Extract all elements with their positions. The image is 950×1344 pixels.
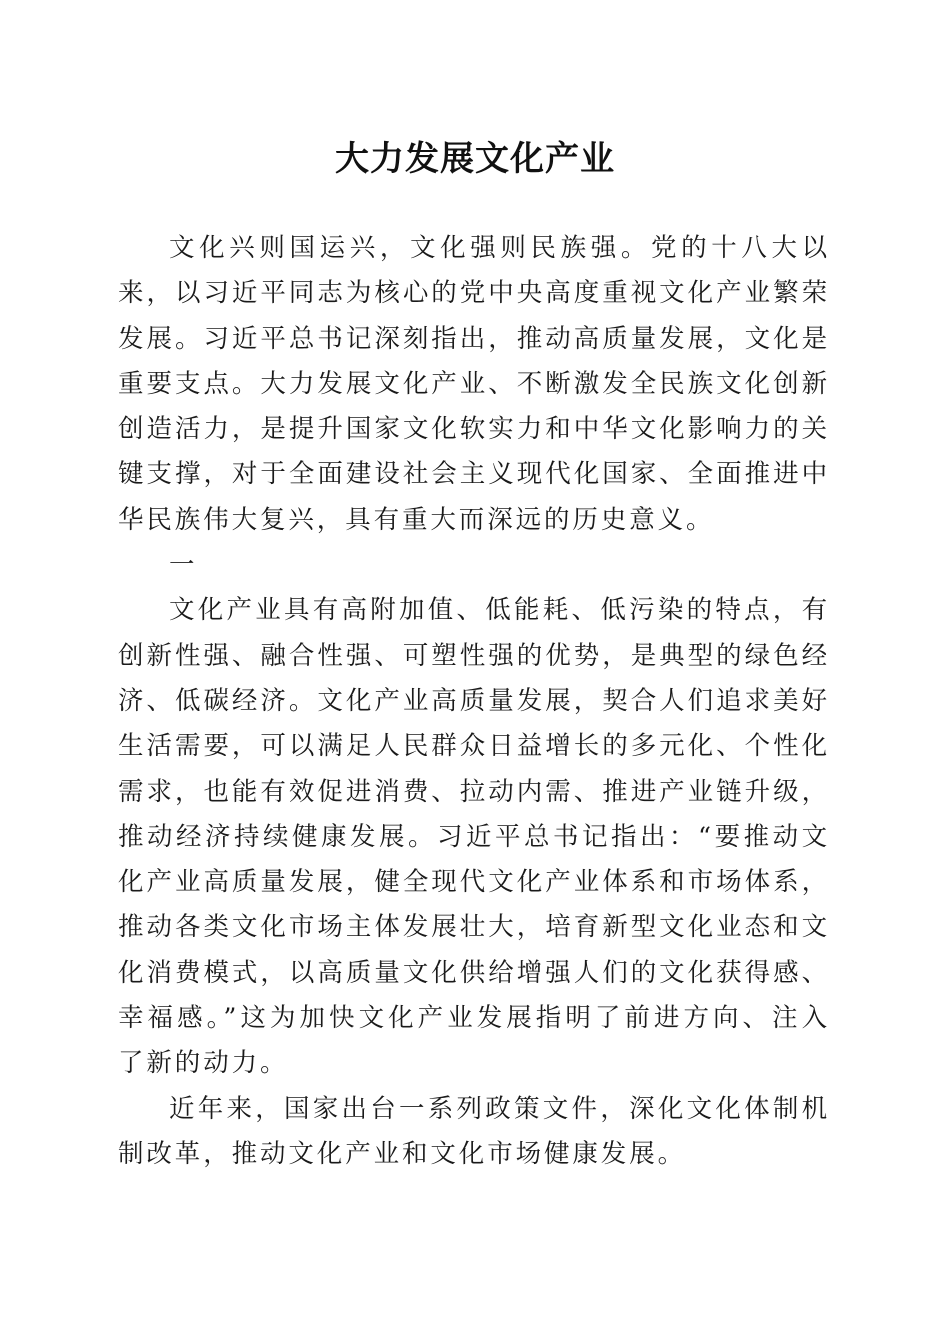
section-number: 一 [169,550,195,581]
paragraph-recent-years: 近年来，国家出台一系列政策文件，深化文化体制机制改革，推动文化产业和文化市场健康发展。 [118,1093,830,1169]
document-body [118,226,830,1177]
paragraph-culture-industry: 文化产业具有高附加值、低能耗、低污染的特点，有创新性强、融合性强、可塑性强的优势，是典型的绿色经济、低碳经济。文化产业高质量发展，契合人们追求美好生活需要，可以满足人民群众日益增长的多元化、个性化需求，也能有效促进消费、拉动内需、推进产业链升级，推动经济持续健康发展。习近平总书记指出：“要推动文化产业高质量发展，健全现代文化产业体系和市场体系，推动各类文化市场主体发展壮大，培育新型文化业态和文化消费模式，以高质量文化供给增强人们的文化获得感、幸福感。”这为加快文化产业发展指明了前进方向、注入了新的动力。 [118,595,830,1079]
page-title: 大力发展文化产业 [335,139,615,179]
paragraph-intro: 文化兴则国运兴，文化强则民族强。党的十八大以来，以习近平同志为核心的党中央高度重视文化产业繁荣发展。习近平总书记深刻指出，推动高质量发展，文化是重要支点。大力发展文化产业、不断激发全民族文化创新创造活力，是提升国家文化软实力和中华文化影响力的关键支撑，对于全面建设社会主义现代化国家、全面推进中华民族伟大复兴，具有重大而深远的历史意义。 [118,233,830,535]
